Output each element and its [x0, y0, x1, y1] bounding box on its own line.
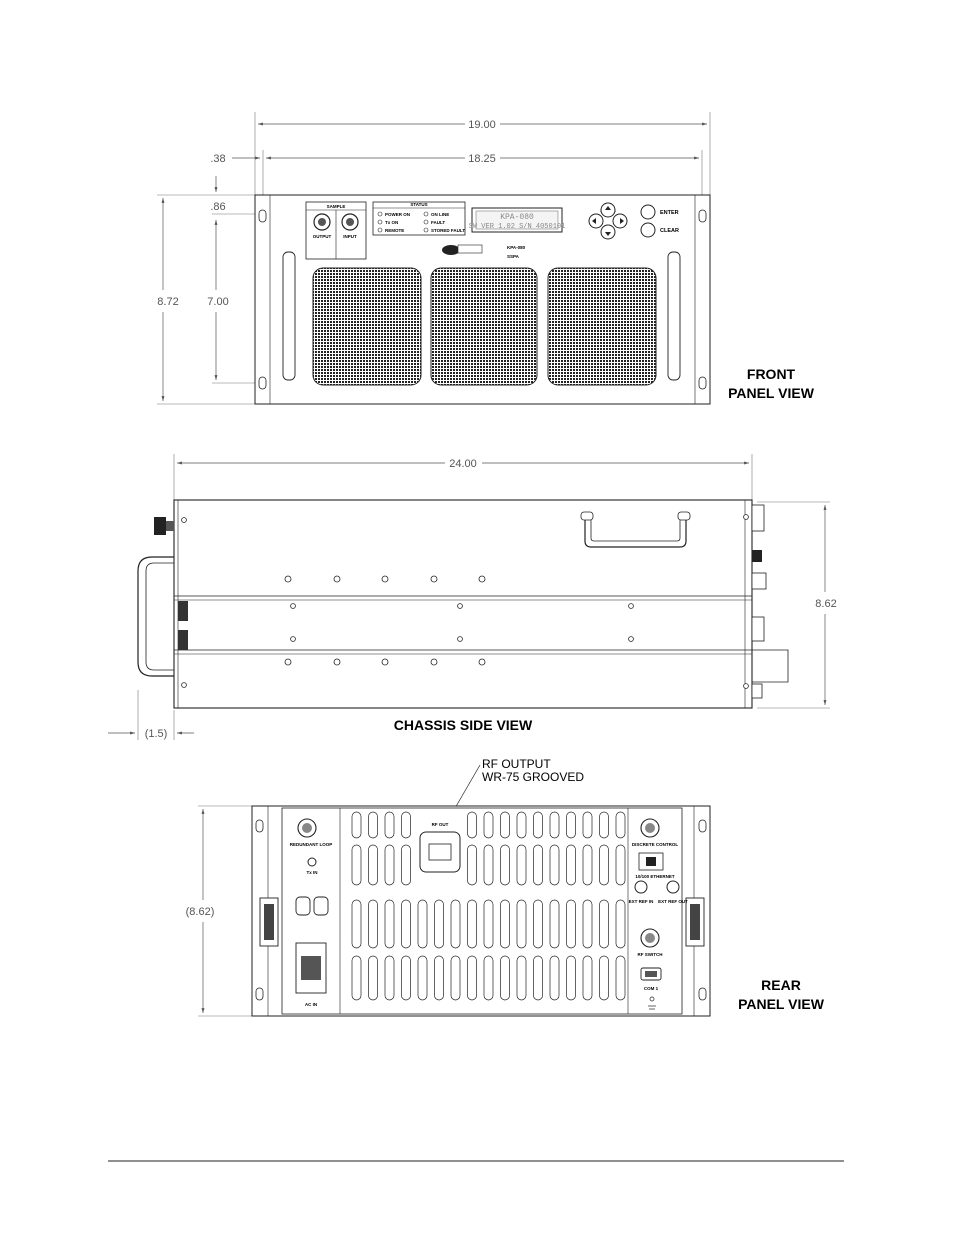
status-on-line: ON LINE: [431, 212, 450, 217]
vent-slot: [451, 900, 460, 948]
status-remote: REMOTE: [385, 228, 405, 233]
model-sub-label: SSPA: [507, 254, 519, 259]
vent-slot: [435, 956, 444, 1000]
chassis-side-view: [108, 454, 837, 740]
rear-label-line1: REAR: [761, 977, 801, 993]
dim-height: 8.72: [157, 296, 179, 308]
vent-slot: [567, 845, 576, 885]
vent-slot: [352, 956, 361, 1000]
vent-slot: [534, 900, 543, 948]
discrete-label: DISCRETE CONTROL: [631, 842, 679, 847]
dim-top-offset: .86: [210, 201, 226, 213]
vent-slot: [418, 900, 427, 948]
vent-slot: [616, 956, 625, 1000]
vent-slot: [385, 845, 394, 885]
dim-left-offset: .38: [210, 153, 226, 165]
rf-switch-label: RF SWITCH: [637, 952, 663, 957]
model-label: KPA-080: [507, 245, 526, 250]
vent-slot: [600, 845, 609, 885]
vent-slot: [567, 956, 576, 1000]
side-dim-handle: (1.5): [144, 728, 168, 740]
vent-slot: [550, 845, 559, 885]
vent-slot: [385, 812, 394, 838]
vent-slot: [616, 812, 625, 838]
vent-slot: [583, 956, 592, 1000]
vent-slot: [534, 812, 543, 838]
status-power-on: POWER ON: [385, 212, 411, 217]
vent-slot: [583, 812, 592, 838]
vent-slot: [402, 812, 411, 838]
vent-slot: [567, 812, 576, 838]
j4-label: REDUNDANT LOOP: [289, 842, 333, 847]
vent-slot: [550, 812, 559, 838]
j1-label: Tx IN: [306, 870, 318, 875]
ethernet-label: 10/100 ETHERNET: [635, 874, 675, 879]
vent-slot: [517, 812, 526, 838]
vent-slot: [501, 956, 510, 1000]
rf-output-line1: RF OUTPUT: [482, 757, 551, 771]
status-title: STATUS: [410, 202, 428, 207]
vent-slot: [600, 956, 609, 1000]
vent-slot: [534, 845, 543, 885]
side-label: CHASSIS SIDE VIEW: [393, 717, 533, 733]
rf-output-line2: WR-75 GROOVED: [482, 770, 585, 784]
front-panel-view: [157, 112, 815, 404]
status-tx-on: Tx ON: [385, 220, 399, 225]
vent-slot: [567, 900, 576, 948]
btn-clear-label: CLEAR: [660, 228, 679, 234]
vent-slot: [484, 845, 493, 885]
vent-slot: [468, 812, 477, 838]
rear-panel-view: [186, 757, 825, 1016]
front-label-line2: PANEL VIEW: [728, 385, 814, 401]
vent-slot: [352, 812, 361, 838]
side-dim-height: 8.62: [815, 598, 837, 610]
vent-slot: [616, 900, 625, 948]
vent-slot: [418, 956, 427, 1000]
vent-slot: [534, 956, 543, 1000]
vent-slot: [583, 900, 592, 948]
vent-slot: [451, 956, 460, 1000]
dim-inner-width: 18.25: [468, 153, 496, 165]
vent-slot: [517, 956, 526, 1000]
status-fault: FAULT: [431, 220, 446, 225]
rear-label-line2: PANEL VIEW: [738, 996, 824, 1012]
sample-title: SAMPLE: [326, 204, 346, 209]
vent-slot: [600, 900, 609, 948]
vent-slot: [616, 845, 625, 885]
front-label-line1: FRONT: [746, 366, 796, 382]
j3-label: AC IN: [304, 1002, 318, 1007]
vent-slot: [550, 900, 559, 948]
vent-slot: [369, 900, 378, 948]
vent-slot: [468, 900, 477, 948]
vent-slot: [484, 900, 493, 948]
vent-slot: [501, 812, 510, 838]
vent-slot: [501, 845, 510, 885]
vent-slot: [600, 812, 609, 838]
vent-slot: [517, 845, 526, 885]
vent-slot: [369, 845, 378, 885]
vent-slot: [550, 956, 559, 1000]
vent-slot: [468, 956, 477, 1000]
sample-output: OUTPUT: [312, 234, 332, 239]
vent-slot: [369, 812, 378, 838]
dim-inner-height: 7.00: [207, 296, 229, 308]
vent-slot: [501, 900, 510, 948]
lcd-line2: SW VER 1.02 S/N 4050101: [468, 223, 566, 231]
j2-label: RF OUT: [431, 822, 449, 827]
vent-slot: [385, 900, 394, 948]
vent-slot: [484, 956, 493, 1000]
vent-slot: [435, 900, 444, 948]
vent-slot: [402, 956, 411, 1000]
vent-slot: [352, 900, 361, 948]
vent-slot: [468, 845, 477, 885]
vent-slot: [385, 956, 394, 1000]
dim-overall-width: 19.00: [468, 119, 496, 131]
sample-input: INPUT: [343, 234, 357, 239]
vent-slot: [583, 845, 592, 885]
rear-dim-height: (8.62): [185, 906, 215, 918]
vent-slot: [517, 900, 526, 948]
status-stored-fault: STORED FAULT: [431, 228, 466, 233]
side-dim-length: 24.00: [449, 458, 477, 470]
lcd-line1: KPA-080: [500, 213, 534, 222]
ext-ref-out-label: EXT REF OUT: [658, 899, 688, 904]
btn-enter-label: ENTER: [660, 210, 679, 216]
vent-slot: [402, 845, 411, 885]
com1-label: COM 1: [643, 986, 659, 991]
ext-ref-in-label: EXT REF IN: [628, 899, 654, 904]
vent-slot: [402, 900, 411, 948]
vent-slot: [484, 812, 493, 838]
vent-slot: [369, 956, 378, 1000]
vent-slot: [352, 845, 361, 885]
